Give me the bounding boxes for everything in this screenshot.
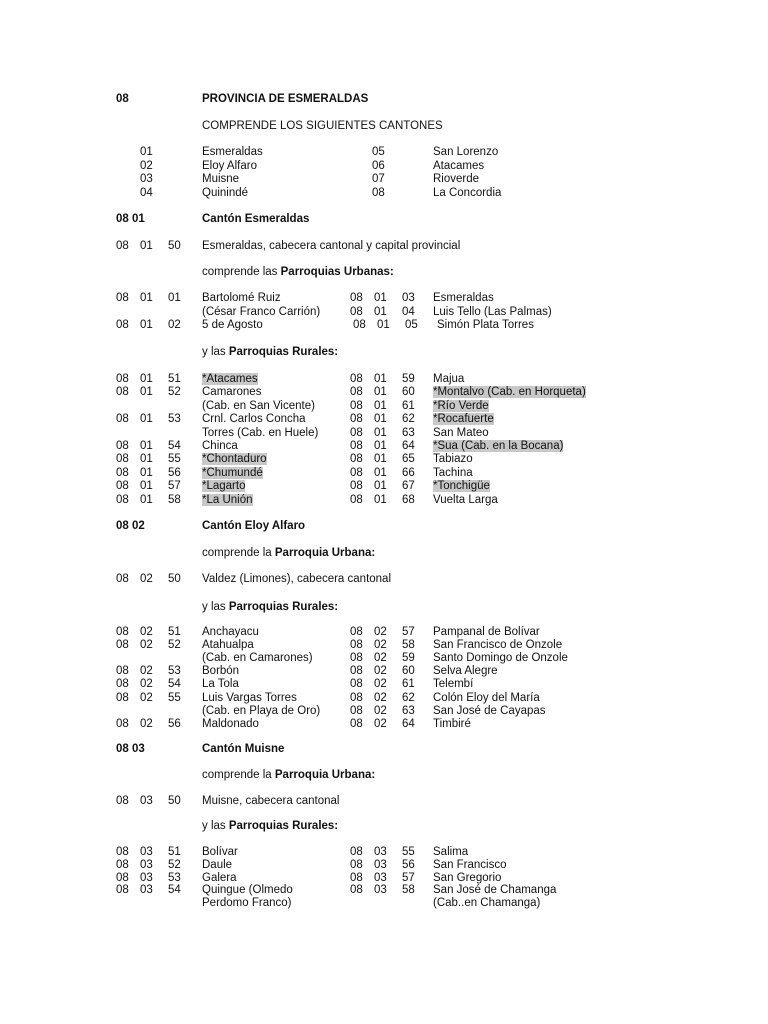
rural-row-code-part: 02 — [140, 626, 153, 638]
urbana-row-code-part: 05 — [405, 319, 418, 331]
rural-row-code-part: 03 — [140, 858, 153, 871]
rural-row-code-part: 65 — [402, 453, 415, 466]
urbana-name: 5 de Agosto — [202, 319, 263, 331]
urbana-heading — [202, 547, 375, 560]
rural-row-code-part: 01 — [374, 466, 387, 479]
rural-row-code-part: 59 — [402, 373, 415, 385]
rurales-heading-bold: Parroquias Rurales: — [228, 820, 339, 832]
cabecera-code-part: 08 — [116, 240, 129, 252]
urbana-heading-bold: Parroquia Urbana: — [274, 769, 376, 781]
rural-name: Quingue (Olmedo — [202, 884, 293, 897]
rural-name: Tachina — [433, 466, 473, 479]
rural-row-code-part: 08 — [350, 678, 363, 691]
rural-name: Vuelta Larga — [433, 493, 498, 506]
cabecera-code-part: 50 — [168, 240, 181, 252]
rural-row-code-part: 08 — [350, 691, 363, 704]
rural-row-code-part: 58 — [402, 639, 415, 652]
rural-name: Perdomo Franco) — [202, 897, 292, 910]
rural-name-highlight: *Sua (Cab. en la Bocana) — [433, 440, 564, 452]
cabecera-code-part: 01 — [140, 240, 153, 252]
province-title: PROVINCIA DE ESMERALDAS — [202, 93, 369, 105]
urbana-row-code-part: 01 — [168, 292, 181, 304]
province-code: 08 — [116, 93, 129, 105]
cabecera-code-part: 50 — [168, 573, 181, 585]
urbana-row-code-part: 08 — [353, 319, 366, 331]
rural-row-code-part: 08 — [350, 704, 363, 717]
rural-name-highlight: *Lagarto — [202, 480, 246, 493]
canton-list-num: 03 — [140, 173, 153, 185]
urbana-row-code-part: 01 — [374, 305, 387, 318]
rural-name: Tabiazo — [433, 453, 473, 466]
rural-name: San Gregorio — [433, 871, 502, 884]
rural-row-code-part: 08 — [116, 858, 129, 871]
rural-row-code-part: 01 — [140, 466, 153, 479]
rural-row-code-part: 02 — [140, 639, 153, 652]
canton-title: Cantón Esmeraldas — [202, 213, 310, 225]
rural-row-code-part: 67 — [402, 480, 415, 493]
rural-row-code-part: 03 — [374, 871, 387, 884]
rural-name: Colón Eloy del María — [433, 691, 540, 704]
urbana-row-code-part: 03 — [402, 292, 415, 304]
urbana-row-code-part: 04 — [402, 305, 415, 318]
canton-list-name: Eloy Alfaro — [202, 159, 257, 172]
cabecera-text: Muisne, cabecera cantonal — [202, 795, 340, 807]
canton-code: 08 02 — [116, 520, 145, 532]
rural-name — [202, 373, 258, 386]
canton-list-num: 08 — [372, 186, 385, 199]
rural-row-code-part: 57 — [168, 480, 181, 493]
rural-row-code-part: 58 — [168, 493, 181, 506]
rural-row-code-part: 01 — [374, 373, 387, 385]
rurales-heading-bold: Parroquias Rurales: — [228, 601, 339, 613]
rural-row-code-part: 08 — [350, 665, 363, 678]
rural-name: (Cab..en Chamanga) — [433, 897, 541, 910]
rural-row-code-part: 08 — [350, 858, 363, 871]
rural-row-code-part: 08 — [350, 440, 363, 452]
rural-row-code-part: 02 — [374, 639, 387, 652]
province-subtitle: COMPRENDE LOS SIGUIENTES CANTONES — [202, 120, 443, 132]
rural-row-code-part: 08 — [350, 466, 363, 479]
rural-name: San José de Cayapas — [433, 704, 546, 717]
rural-row-code-part: 03 — [140, 884, 153, 897]
rural-row-code-part: 02 — [140, 665, 153, 678]
rural-row-code-part: 64 — [402, 440, 415, 452]
canton-list-name: La Concordia — [433, 186, 502, 199]
rurales-heading-intro: y las — [202, 601, 229, 613]
rural-row-code-part: 02 — [374, 652, 387, 665]
cabecera-code-part: 08 — [116, 573, 129, 585]
rural-row-code-part: 01 — [374, 480, 387, 493]
rural-row-code-part: 53 — [168, 871, 181, 884]
urbanas-heading-intro: comprende las — [202, 266, 281, 278]
canton-list-name: Atacames — [433, 159, 485, 172]
rural-row-code-part: 56 — [168, 466, 181, 479]
rural-name: Pampanal de Bolívar — [433, 626, 540, 638]
rural-row-code-part: 54 — [168, 440, 181, 452]
rural-name: Torres (Cab. en Huele) — [202, 426, 319, 439]
rural-name-highlight: *La Unión — [202, 493, 253, 506]
canton-list-name: Esmeraldas — [202, 146, 263, 158]
rural-row-code-part: 60 — [402, 665, 415, 678]
rural-row-code-part: 08 — [350, 846, 363, 858]
rural-row-code-part: 01 — [140, 480, 153, 493]
rurales-heading — [202, 820, 338, 833]
rural-name: Santo Domingo de Onzole — [433, 652, 568, 665]
rural-row-code-part: 08 — [116, 373, 129, 385]
urbana-name: (César Franco Carrión) — [202, 305, 321, 318]
rural-row-code-part: 08 — [116, 665, 129, 678]
rural-name: Bolívar — [202, 846, 238, 858]
rural-name: Selva Alegre — [433, 665, 498, 678]
canton-list-name: Muisne — [202, 173, 240, 185]
rural-row-code-part: 08 — [350, 386, 363, 399]
rural-name: Borbón — [202, 665, 240, 678]
rural-row-code-part: 08 — [350, 639, 363, 652]
rural-row-code-part: 02 — [374, 665, 387, 678]
rural-row-code-part: 01 — [140, 440, 153, 452]
canton-list-num: 06 — [372, 159, 385, 172]
rural-row-code-part: 08 — [116, 626, 129, 638]
rural-name — [202, 467, 263, 480]
cabecera-code-part: 50 — [168, 795, 181, 807]
rural-name: La Tola — [202, 678, 239, 691]
rural-row-code-part: 08 — [116, 691, 129, 704]
rural-name-highlight: *Tonchigüe — [433, 480, 490, 493]
rural-row-code-part: 08 — [350, 413, 363, 426]
rural-row-code-part: 08 — [116, 678, 129, 691]
urbana-name: Esmeraldas — [433, 292, 494, 304]
urbanas-heading-bold: Parroquias Urbanas: — [280, 266, 394, 278]
rural-row-code-part: 08 — [116, 717, 129, 730]
rurales-heading — [202, 346, 338, 359]
rural-row-code-part: 02 — [140, 678, 153, 691]
cabecera-code-part: 08 — [116, 795, 129, 807]
urbana-heading — [202, 769, 375, 782]
rural-row-code-part: 60 — [402, 386, 415, 399]
rural-row-code-part: 58 — [402, 884, 415, 897]
rural-row-code-part: 01 — [374, 426, 387, 439]
urbana-heading-intro: comprende la — [202, 547, 275, 559]
rural-row-code-part: 62 — [402, 691, 415, 704]
rural-row-code-part: 08 — [116, 413, 129, 426]
rurales-heading-bold: Parroquias Rurales: — [228, 346, 339, 358]
urbana-row-code-part: 01 — [377, 319, 390, 331]
rural-row-code-part: 01 — [140, 453, 153, 466]
rural-name: Timbiré — [433, 717, 471, 730]
canton-list-name: Rioverde — [433, 173, 480, 185]
cabecera-text: Valdez (Limones), cabecera cantonal — [202, 573, 392, 585]
rural-row-code-part: 08 — [116, 884, 129, 897]
rural-row-code-part: 08 — [116, 846, 129, 858]
urbana-row-code-part: 01 — [374, 292, 387, 304]
rural-name-highlight: *Montalvo (Cab. en Horqueta) — [433, 386, 586, 399]
canton-list-name: San Lorenzo — [433, 146, 499, 158]
rural-name — [433, 400, 489, 413]
rural-row-code-part: 61 — [402, 678, 415, 691]
rural-row-code-part: 56 — [402, 858, 415, 871]
urbana-name: Simón Plata Torres — [437, 319, 534, 331]
rural-name-highlight: *Chumundé — [202, 466, 263, 479]
rural-row-code-part: 68 — [402, 493, 415, 506]
rural-row-code-part: 66 — [402, 466, 415, 479]
rural-name: San Francisco — [433, 858, 507, 871]
rurales-heading-intro: y las — [202, 346, 229, 358]
rural-name — [433, 413, 494, 426]
rural-row-code-part: 61 — [402, 399, 415, 412]
rural-row-code-part: 55 — [168, 691, 181, 704]
canton-list-name: Quinindé — [202, 186, 249, 199]
rural-name: San Mateo — [433, 426, 489, 439]
rural-row-code-part: 03 — [374, 884, 387, 897]
rural-row-code-part: 03 — [140, 871, 153, 884]
rural-row-code-part: 62 — [402, 413, 415, 426]
rural-name: San José de Chamanga — [433, 884, 557, 897]
rural-row-code-part: 02 — [374, 678, 387, 691]
rural-row-code-part: 08 — [116, 639, 129, 652]
rural-row-code-part: 08 — [116, 466, 129, 479]
rural-row-code-part: 01 — [140, 386, 153, 399]
canton-list-num: 07 — [372, 173, 385, 185]
rural-row-code-part: 51 — [168, 626, 181, 638]
rural-name-highlight: *Atacames — [202, 373, 258, 385]
cabecera-text: Esmeraldas, cabecera cantonal y capital provincial — [202, 240, 461, 252]
urbana-name: Bartolomé Ruiz — [202, 292, 281, 304]
urbana-row-code-part: 08 — [116, 292, 129, 304]
rural-name — [202, 453, 267, 466]
rural-row-code-part: 52 — [168, 386, 181, 399]
urbana-heading-bold: Parroquia Urbana: — [274, 547, 376, 559]
rural-name: (Cab. en Playa de Oro) — [202, 704, 321, 717]
rural-row-code-part: 08 — [116, 453, 129, 466]
cabecera-code-part: 02 — [140, 573, 153, 585]
rural-row-code-part: 08 — [350, 493, 363, 506]
rurales-heading — [202, 601, 338, 614]
urbanas-heading — [202, 266, 394, 279]
rural-name-highlight: *Rocafuerte — [433, 413, 494, 426]
rural-name: Telembí — [433, 678, 474, 691]
rural-row-code-part: 01 — [140, 493, 153, 506]
rural-name: Daule — [202, 858, 233, 871]
rural-row-code-part: 01 — [374, 453, 387, 466]
rural-row-code-part: 02 — [374, 626, 387, 638]
rural-row-code-part: 55 — [402, 846, 415, 858]
rural-row-code-part: 08 — [350, 652, 363, 665]
rural-name: Maldonado — [202, 717, 259, 730]
rural-row-code-part: 51 — [168, 373, 181, 385]
canton-list-num: 01 — [140, 146, 153, 158]
rural-row-code-part: 02 — [140, 717, 153, 730]
urbana-row-code-part: 08 — [350, 292, 363, 304]
rural-row-code-part: 63 — [402, 704, 415, 717]
rural-row-code-part: 53 — [168, 665, 181, 678]
rural-row-code-part: 08 — [116, 440, 129, 452]
canton-list-num: 05 — [372, 146, 385, 158]
rural-row-code-part: 53 — [168, 413, 181, 426]
rural-row-code-part: 08 — [116, 386, 129, 399]
canton-title: Cantón Muisne — [202, 743, 285, 755]
rural-row-code-part: 08 — [350, 426, 363, 439]
rural-name: (Cab. en Camarones) — [202, 652, 313, 665]
rural-name: Anchayacu — [202, 626, 259, 638]
rural-row-code-part: 02 — [374, 691, 387, 704]
rurales-heading-intro: y las — [202, 820, 229, 832]
rural-name — [202, 494, 253, 507]
canton-list-num: 04 — [140, 186, 153, 199]
rural-row-code-part: 08 — [350, 717, 363, 730]
cabecera-code-part: 03 — [140, 795, 153, 807]
rural-row-code-part: 03 — [374, 858, 387, 871]
rural-row-code-part: 08 — [350, 373, 363, 385]
rural-row-code-part: 08 — [350, 884, 363, 897]
rural-row-code-part: 56 — [168, 717, 181, 730]
rural-name: San Francisco de Onzole — [433, 639, 563, 652]
urbana-row-code-part: 01 — [140, 319, 153, 331]
rural-name: Salima — [433, 846, 469, 858]
rural-row-code-part: 02 — [374, 717, 387, 730]
urbana-row-code-part: 08 — [350, 305, 363, 318]
rural-row-code-part: 01 — [374, 399, 387, 412]
rural-row-code-part: 64 — [402, 717, 415, 730]
rural-row-code-part: 01 — [374, 440, 387, 452]
rural-row-code-part: 54 — [168, 884, 181, 897]
rural-row-code-part: 52 — [168, 639, 181, 652]
rural-row-code-part: 55 — [168, 453, 181, 466]
rural-row-code-part: 02 — [140, 691, 153, 704]
rural-name: Camarones — [202, 386, 262, 399]
rural-row-code-part: 08 — [350, 453, 363, 466]
rural-row-code-part: 08 — [350, 480, 363, 493]
rural-row-code-part: 08 — [350, 871, 363, 884]
rural-row-code-part: 01 — [140, 373, 153, 385]
rural-row-code-part: 63 — [402, 426, 415, 439]
canton-code: 08 03 — [116, 743, 145, 755]
rural-name — [433, 386, 586, 399]
rural-row-code-part: 54 — [168, 678, 181, 691]
urbana-row-code-part: 02 — [168, 319, 181, 331]
rural-row-code-part: 08 — [116, 480, 129, 493]
urbana-heading-intro: comprende la — [202, 769, 275, 781]
rural-row-code-part: 51 — [168, 846, 181, 858]
rural-name: Crnl. Carlos Concha — [202, 413, 306, 426]
rural-name: (Cab. en San Vicente) — [202, 399, 315, 412]
rural-name-highlight: *Chontaduro — [202, 453, 267, 466]
canton-code: 08 01 — [116, 213, 145, 225]
rural-row-code-part: 52 — [168, 858, 181, 871]
rural-row-code-part: 01 — [374, 386, 387, 399]
rural-name — [433, 440, 563, 453]
urbana-row-code-part: 01 — [140, 292, 153, 304]
rural-row-code-part: 03 — [140, 846, 153, 858]
urbana-row-code-part: 08 — [116, 319, 129, 331]
rural-name: Galera — [202, 871, 237, 884]
rural-row-code-part: 59 — [402, 652, 415, 665]
rural-name — [202, 480, 245, 493]
rural-name: Luis Vargas Torres — [202, 691, 297, 704]
rural-name: Chinca — [202, 440, 238, 452]
rural-name: Majua — [433, 373, 465, 385]
rural-row-code-part: 57 — [402, 626, 415, 638]
rural-row-code-part: 57 — [402, 871, 415, 884]
rural-row-code-part: 01 — [140, 413, 153, 426]
canton-title: Cantón Eloy Alfaro — [202, 520, 306, 532]
urbana-name: Luis Tello (Las Palmas) — [433, 305, 552, 318]
rural-name — [433, 480, 490, 493]
rural-row-code-part: 02 — [374, 704, 387, 717]
rural-name-highlight: *Río Verde — [433, 399, 489, 412]
rural-row-code-part: 01 — [374, 493, 387, 506]
rural-row-code-part: 03 — [374, 846, 387, 858]
canton-list-num: 02 — [140, 159, 153, 172]
rural-row-code-part: 08 — [116, 493, 129, 506]
rural-name: Atahualpa — [202, 639, 254, 652]
rural-row-code-part: 08 — [350, 399, 363, 412]
rural-row-code-part: 08 — [350, 626, 363, 638]
rural-row-code-part: 08 — [116, 871, 129, 884]
rural-row-code-part: 01 — [374, 413, 387, 426]
